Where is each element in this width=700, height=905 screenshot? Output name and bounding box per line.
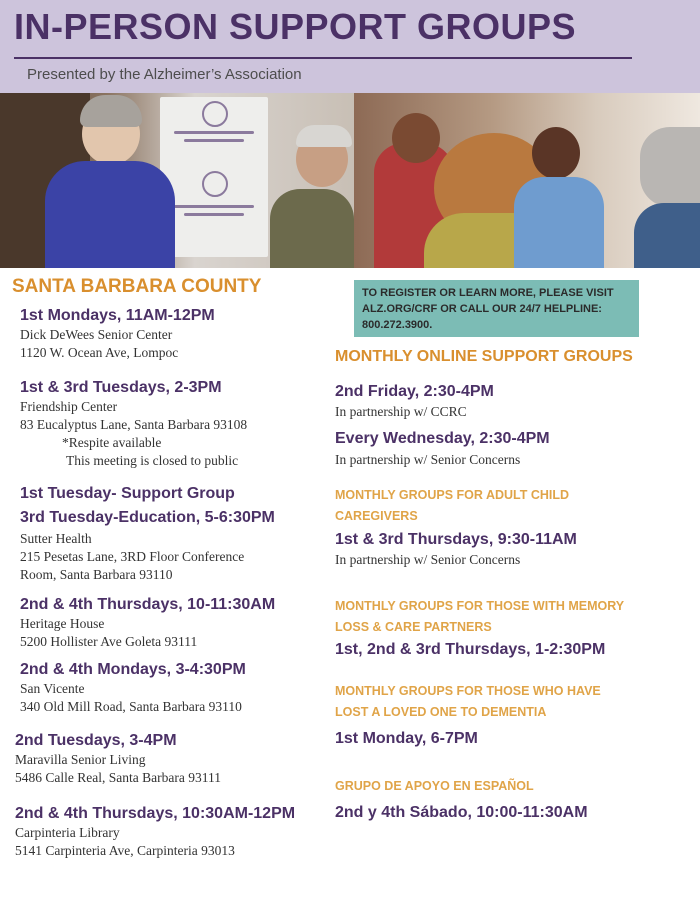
group-entry-friendship-center [20, 377, 247, 470]
group-schedule: 1st Tuesday- Support Group [20, 485, 235, 502]
county-heading: SANTA BARBARA COUNTY [12, 276, 262, 297]
group-note: This meeting is closed to public [66, 453, 239, 468]
adult-child-schedule: 1st & 3rd Thursdays, 9:30-11AM [335, 531, 577, 548]
online-partner: In partnership w/ Senior Concerns [335, 452, 521, 467]
person-gray-hair [640, 127, 700, 207]
group-entry-carpinteria [15, 803, 295, 860]
banner-logo-icon [202, 101, 228, 127]
page-title: IN-PERSON SUPPORT GROUPS [14, 6, 577, 47]
memory-loss-schedule: 1st, 2nd & 3rd Thursdays, 1-2:30PM [335, 641, 606, 658]
online-partner: In partnership w/ CCRC [335, 404, 467, 419]
title-underline [14, 57, 632, 59]
online-groups-heading: MONTHLY ONLINE SUPPORT GROUPS [335, 348, 633, 365]
callout-helpline: 800.272.3900. [362, 319, 433, 331]
group-venue: Maravilla Senior Living [15, 752, 146, 767]
adult-child-partner: In partnership w/ Senior Concerns [335, 552, 521, 567]
group-schedule: 2nd Tuesdays, 3-4PM [15, 732, 177, 749]
header-band [0, 0, 700, 93]
callout-line: TO REGISTER OR LEARN MORE, PLEASE VISIT [362, 287, 614, 299]
man-hair [296, 125, 352, 147]
group-schedule: 1st & 3rd Tuesdays, 2-3PM [20, 379, 222, 396]
page-subtitle: Presented by the Alzheimer’s Association [27, 66, 302, 83]
group-venue: Sutter Health [20, 531, 92, 546]
online-schedule: Every Wednesday, 2:30-4PM [335, 430, 550, 447]
photo-banner [160, 97, 268, 257]
group-address: 5200 Hollister Ave Goleta 93111 [20, 634, 198, 649]
banner-globe-icon [202, 171, 228, 197]
group-address: 5141 Carpinteria Ave, Carpinteria 93013 [15, 843, 235, 858]
group-schedule: 2nd & 4th Thursdays, 10-11:30AM [20, 596, 276, 613]
lost-loved-one-schedule: 1st Monday, 6-7PM [335, 730, 478, 747]
person-red-head [392, 113, 440, 163]
group-address: 83 Eucalyptus Lane, Santa Barbara 93108 [20, 417, 248, 432]
group-address: 5486 Calle Real, Santa Barbara 93111 [15, 770, 221, 785]
online-schedule: 2nd Friday, 2:30-4PM [335, 383, 494, 400]
group-venue: Heritage House [20, 616, 105, 631]
group-venue: Friendship Center [20, 399, 118, 414]
callout-line: ALZ.ORG/CRF OR CALL OUR 24/7 HELPLINE: [362, 303, 602, 315]
group-venue: San Vicente [20, 681, 85, 696]
group-address: Room, Santa Barbara 93110 [20, 567, 173, 582]
man-shirt [270, 189, 354, 268]
group-entry-san-vicente [20, 659, 246, 716]
group-address: 215 Pesetas Lane, 3RD Floor Conference [20, 549, 245, 564]
group-address: 340 Old Mill Road, Santa Barbara 93110 [20, 699, 242, 714]
memory-loss-heading: MONTHLY GROUPS FOR THOSE WITH MEMORY LOSS & CARE PARTNERS [335, 599, 625, 634]
group-entry-lompoc [20, 305, 215, 362]
woman-shirt [45, 161, 175, 268]
group-note: *Respite available [62, 435, 162, 450]
group-entry-heritage-house [20, 594, 275, 651]
photo-consultation [0, 93, 354, 268]
person-navy-shirt [634, 203, 700, 268]
adult-child-heading: MONTHLY GROUPS FOR ADULT CHILD CAREGIVERS [335, 488, 570, 523]
person-center-head [532, 127, 580, 179]
photo-group-meeting [354, 93, 700, 268]
group-entry-maravilla [15, 730, 221, 787]
woman-hair [80, 95, 142, 127]
group-venue: Dick DeWees Senior Center [20, 327, 173, 342]
spanish-group-schedule: 2nd y 4th Sábado, 10:00-11:30AM [335, 804, 588, 821]
spanish-group-heading: GRUPO DE APOYO EN ESPAÑOL [335, 779, 534, 793]
group-entry-sutter-health [20, 482, 275, 584]
group-schedule: 3rd Tuesday-Education, 5-6:30PM [20, 509, 275, 526]
lost-loved-one-heading: MONTHLY GROUPS FOR THOSE WHO HAVE LOST A LOVED ONE TO DEMENTIA [335, 684, 601, 719]
group-schedule: 2nd & 4th Thursdays, 10:30AM-12PM [15, 805, 296, 822]
group-venue: Carpinteria Library [15, 825, 120, 840]
register-callout [354, 280, 639, 337]
group-schedule: 1st Mondays, 11AM-12PM [20, 307, 215, 324]
group-address: 1120 W. Ocean Ave, Lompoc [20, 345, 179, 360]
person-blue-shirt [514, 177, 604, 268]
group-schedule: 2nd & 4th Mondays, 3-4:30PM [20, 661, 246, 678]
